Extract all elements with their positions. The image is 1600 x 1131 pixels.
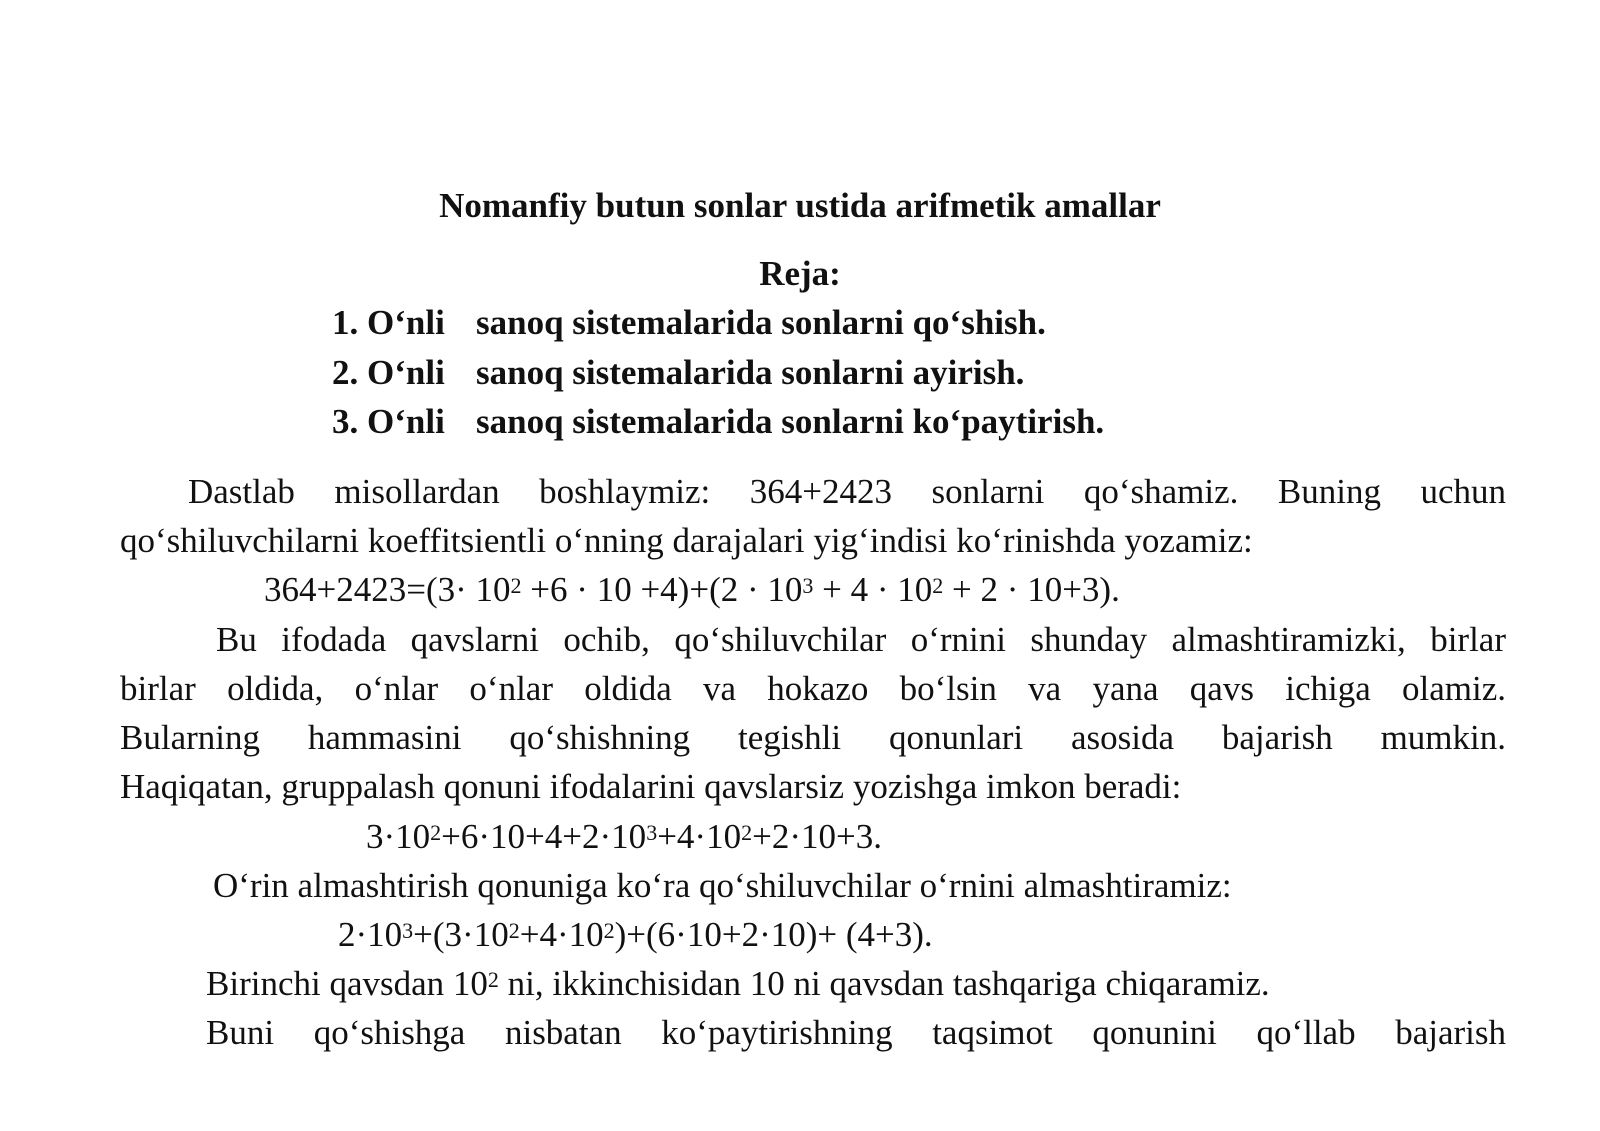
paragraph-1-line-1: Dastlab misollardan boshlaymiz: 364+2423 sonlarni qo‘shamiz. Buning uchun: [188, 472, 1506, 511]
document-title: Nomanfiy butun sonlar ustida arifmetik amallar: [439, 186, 1161, 225]
text-part: ni, ikkinchisidan 10 ni qavsdan tashqariga chiqaramiz.: [498, 964, 1270, 1003]
formula-part: +6·10+4+2·10: [441, 817, 647, 856]
formula-part: +4·10: [657, 817, 742, 856]
formula-part: 364+2423=(3· 10: [264, 570, 511, 609]
formula-exponent: 2: [487, 967, 499, 992]
text-part: Birinchi qavsdan 10: [206, 964, 488, 1003]
formula-exponent: 3: [402, 918, 414, 943]
paragraph-2-line-1: Bu ifodada qavslarni ochib, qo‘shiluvchilar o‘rnini shunday almashtiramizki, birlar: [216, 620, 1506, 659]
formula-part: +4·10: [519, 915, 604, 954]
plan-item-number: 1. O‘nli: [332, 303, 445, 342]
paragraph-5-line-1: Buni qo‘shishga nisbatan ko‘paytirishning taqsimot qonunini qo‘llab bajarish: [206, 1013, 1506, 1052]
plan-item-2: [332, 353, 1024, 393]
plan-item-text: sanoq sistemalarida sonlarni ayirish.: [476, 353, 1025, 392]
formula-part: )+(6·10+2·10)+ (4+3).: [614, 915, 933, 954]
paragraph-2-line-4: Haqiqatan, gruppalash qonuni ifodalarini qavslarsiz yozishga imkon beradi:: [120, 767, 1182, 806]
paragraph-2-line-2: birlar oldida, o‘nlar o‘nlar oldida va hokazo bo‘lsin va yana qavs ichiga olamiz.: [120, 669, 1506, 708]
formula-part: + 4 · 10: [813, 570, 933, 609]
paragraph-2-line-3: Bularning hammasini qo‘shishning tegishli qonunlari asosida bajarish mumkin.: [120, 718, 1506, 757]
plan-item-text: sanoq sistemalarida sonlarni qo‘shish.: [476, 303, 1046, 342]
formula-2: [366, 817, 882, 857]
plan-item-text: sanoq sistemalarida sonlarni ko‘paytirish.: [476, 402, 1105, 441]
formula-exponent: 2: [603, 918, 615, 943]
formula-part: + 2 · 10+3).: [943, 570, 1120, 609]
formula-part: 2·10: [338, 915, 403, 954]
formula-part: +2·10+3.: [752, 817, 882, 856]
formula-exponent: 2: [741, 820, 753, 845]
formula-exponent: 2: [430, 820, 442, 845]
formula-exponent: 2: [932, 573, 944, 598]
formula-exponent: 3: [646, 820, 658, 845]
formula-part: +(3·10: [413, 915, 509, 954]
plan-heading: Reja:: [759, 254, 841, 293]
plan-item-number: 3. O‘nli: [332, 402, 445, 441]
formula-exponent: 2: [508, 918, 520, 943]
plan-item-number: 2. O‘nli: [332, 353, 445, 392]
formula-exponent: 2: [510, 573, 522, 598]
paragraph-3-line-1: O‘rin almashtirish qonuniga ko‘ra qo‘shiluvchilar o‘rnini almashtiramiz:: [213, 866, 1232, 905]
plan-item-3: [332, 402, 1104, 442]
formula-part: +6 · 10 +4)+(2 · 10: [521, 570, 803, 609]
formula-exponent: 3: [802, 573, 814, 598]
formula-3: [338, 915, 933, 955]
plan-item-1: [332, 303, 1046, 343]
formula-1: [264, 570, 1120, 610]
paragraph-1-line-2: qo‘shiluvchilarni koeffitsientli o‘nning darajalari yig‘indisi ko‘rinishda yozamiz:: [120, 521, 1253, 560]
formula-part: 3·10: [366, 817, 431, 856]
paragraph-4-line-1: [206, 964, 1270, 1004]
